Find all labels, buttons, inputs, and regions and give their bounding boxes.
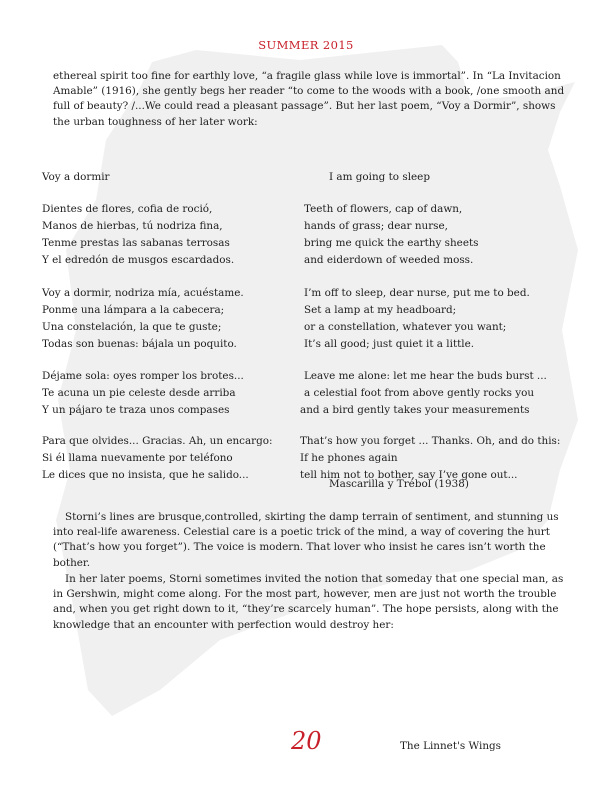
poem-line-spanish: Una constelación, la que te guste; xyxy=(42,321,222,333)
poem-line-english: hands of grass; dear nurse, xyxy=(304,220,448,232)
poem-line-spanish: Voy a dormir, nodriza mía, acuéstame. xyxy=(42,287,244,299)
poem-line-english: Set a lamp at my headboard; xyxy=(304,304,457,316)
poem-line-spanish: Manos de hierbas, tú nodriza fina, xyxy=(42,220,223,232)
poem-line-spanish: Y el edredón de musgos escardados. xyxy=(42,254,235,266)
poem-line-spanish: Le dices que no insista, que he salido... xyxy=(42,469,249,481)
poem-line-spanish: Ponme una lámpara a la cabecera; xyxy=(42,304,225,316)
poem-line-english: That’s how you forget ... Thanks. Oh, and do this: xyxy=(300,435,561,447)
poem-line-spanish: Tenme prestas las sabanas terrosas xyxy=(42,237,230,249)
poem-line-english: and eiderdown of weeded moss. xyxy=(304,254,474,266)
poem-line-spanish: Te acuna un pie celeste desde arriba xyxy=(42,387,236,399)
poem-line-english: I’m off to sleep, dear nurse, put me to bed. xyxy=(304,287,530,299)
poem-line-english: I am going to sleep xyxy=(329,171,430,183)
poem-line-spanish: Déjame sola: oyes romper los brotes... xyxy=(42,370,244,382)
poem-line-spanish: Y un pájaro te traza unos compases xyxy=(42,404,230,416)
poem-line-english: Teeth of flowers, cap of dawn, xyxy=(304,203,463,215)
poem-line-spanish: Dientes de flores, cofia de roció, xyxy=(42,203,213,215)
intro-paragraph: ethereal spirit too fine for earthly love, “a fragile glass while love is immortal”. In “La Invitacion Amable” (1916), she gently begs her reader “to come to the woods with a book, /one smooth and full of beauty? /...We could read a pleasant passage”. But her last poem, “Voy a Dormir”, shows the urban toughness of her later work: xyxy=(53,70,565,128)
poem-line-spanish: Si él llama nuevamente por teléfono xyxy=(42,452,233,464)
journal-name: The Linnet's Wings xyxy=(400,740,501,752)
closing-paragraph: In her later poems, Storni sometimes invited the notion that someday that one special man, as in Gershwin, might come along. For the most part, however, men are just not worth the trouble and, when you get right down to it, “they’re scarcely human”. The hope persists, along with the knowledge that an encounter with perfection would destroy her: xyxy=(53,573,564,631)
poem-line-spanish: Para que olvides... Gracias. Ah, un encargo: xyxy=(42,435,273,447)
page-number-text: 20 xyxy=(291,727,322,753)
poem-line-spanish: Todas son buenas: bájala un poquito. xyxy=(42,338,237,350)
poem-line-english: If he phones again xyxy=(300,452,398,464)
issue-header: SUMMER 2015 xyxy=(258,38,354,52)
page-number xyxy=(289,727,333,753)
poem-line-spanish: Voy a dormir xyxy=(42,171,110,183)
poem-line-english: and a bird gently takes your measurements xyxy=(300,404,530,416)
poem-line-english: a celestial foot from above gently rocks you xyxy=(304,387,535,399)
poem-source: Mascarilla y Trébol (1938) xyxy=(329,478,469,490)
poem-line-english: bring me quick the earthy sheets xyxy=(304,237,479,249)
poem-line-english: tell him not to bother, say I’ve gone out... xyxy=(300,469,518,481)
poem-line-english: Leave me alone: let me hear the buds burst ... xyxy=(304,370,547,382)
commentary-paragraph: Storni’s lines are brusque,controlled, skirting the damp terrain of sentiment, and stunning us into real-life awareness. Celestial care is a poetic trick of the mind, a way of covering the hurt (“That’s how you forget”). The voice is modern. That lover who insist he cares isn’t worth the bother. xyxy=(53,511,559,569)
poem-line-english: It’s all good; just quiet it a little. xyxy=(304,338,475,350)
poem-line-english: or a constellation, whatever you want; xyxy=(304,321,507,333)
